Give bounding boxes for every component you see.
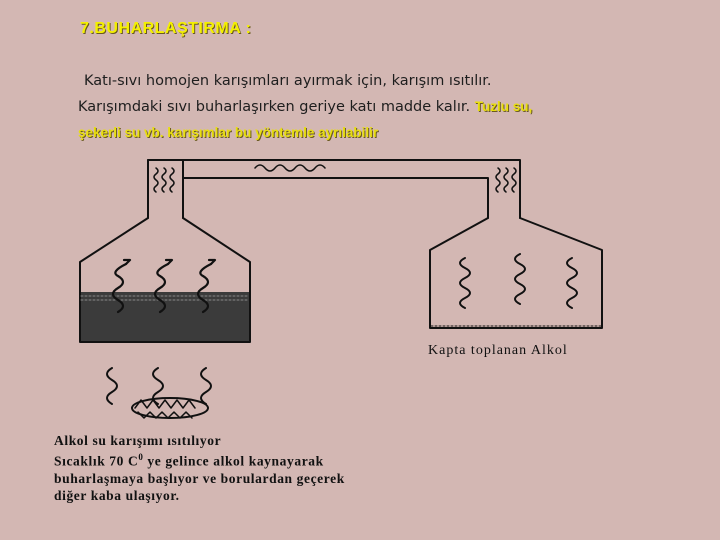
description-line-4: diğer kaba ulaşıyor. [54, 487, 180, 503]
liquid-mixture [81, 292, 249, 341]
burner-flames [107, 368, 211, 418]
description-line-1: Alkol su karışımı ısıtılıyor [54, 433, 222, 448]
degree-superscript: 0 [138, 452, 144, 462]
connecting-pipe [148, 160, 520, 218]
page-title: 7.BUHARLAŞTIRMA : [80, 20, 252, 37]
right-collection-vessel [430, 218, 602, 328]
intro-line-3-highlight: şekerli su vb. karışımlar bu yöntemle ayrılabilir [78, 125, 379, 140]
description-line-2-post: ye gelince alkol kaynayarak [143, 453, 324, 469]
collected-alcohol-caption: Kapta toplanan Alkol [428, 343, 568, 358]
intro-line-2-plain: Karışımdaki sıvı buharlaşırken geriye katı madde kalır. [78, 99, 471, 115]
description-line-2 [54, 449, 494, 470]
description-line-3: buharlaşmaya başlıyor ve borulardan geçerek [54, 470, 345, 486]
intro-line-2-highlight: Tuzlu su, [474, 99, 533, 114]
process-description [54, 432, 494, 504]
intro-line-1: Katı-sıvı homojen karışımları ayırmak için, karışım ısıtılır. [84, 73, 492, 89]
description-line-2-pre: Sıcaklık 70 C [54, 453, 139, 469]
